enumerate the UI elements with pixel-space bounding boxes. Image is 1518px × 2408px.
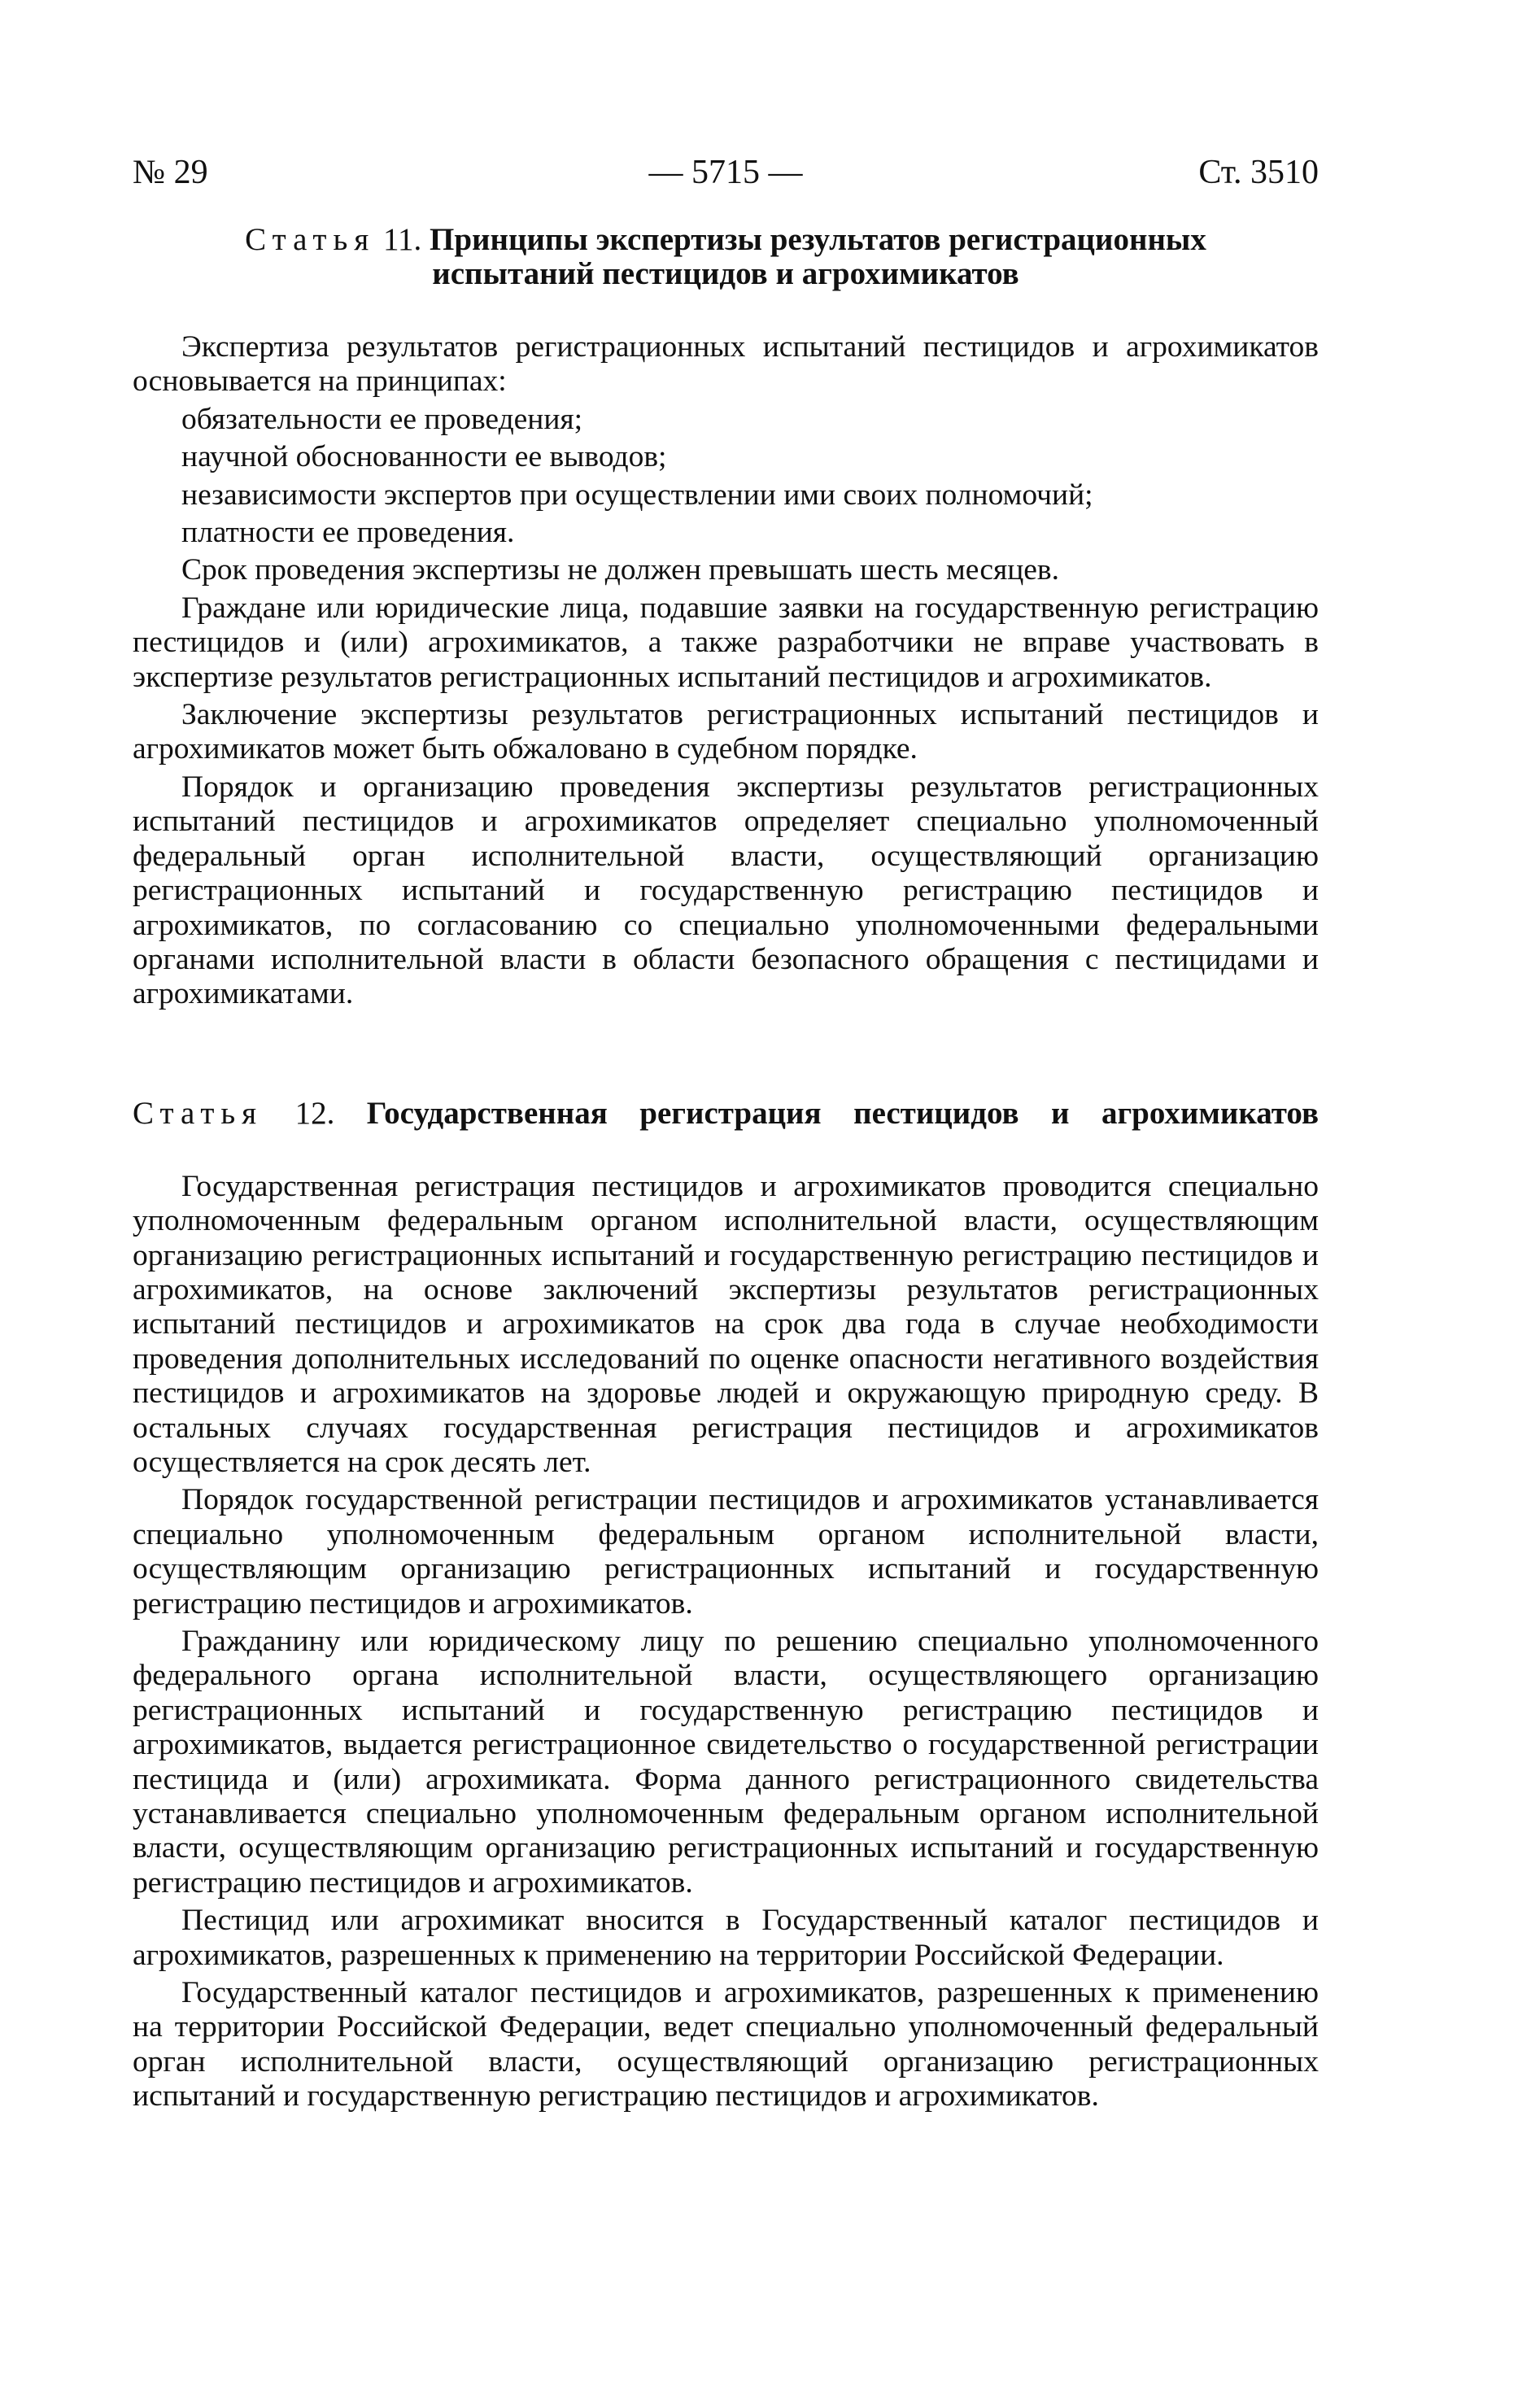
article-12-title-text: Государственная регистрация пестицидов и агрохимикатов [366, 1095, 1319, 1131]
page-number: — 5715 — [648, 154, 803, 191]
article-11-label: Статья [245, 222, 376, 257]
principle-item: независимости экспертов при осуществлении ими своих полномочий; [181, 478, 1093, 512]
principle-item: научной обоснованности ее выводов; [181, 440, 667, 474]
article-11-body [133, 330, 1319, 1012]
document-page [133, 146, 1319, 2118]
article-11-title [133, 223, 1319, 291]
article-11-intro: Экспертиза результатов регистрационных испытаний пестицидов и агрохимикатов основывается на принципах: [133, 330, 1319, 399]
principle-item: обязательности ее проведения; [181, 402, 583, 436]
article-12-paragraph-4: Пестицид или агрохимикат вносится в Государственный каталог пестицидов и агрохимикатов, разрешенных к применению на территории Российской Федерации. [133, 1904, 1319, 1972]
article-11-title-line2: испытаний пестицидов и агрохимикатов [432, 256, 1019, 291]
article-12-paragraph-3: Гражданину или юридическому лицу по решению специально уполномоченного федерального органа исполнительной власти, осуществляющего организацию регистрационных испытаний и государственную регистрацию пестицидов и агрохимикатов, выдается регистрационное свидетельство о государственной регистрации пестицида и (или) агрохимиката. Форма данного регистрационного свидетельства устанавливается специально уполномоченным федеральным органом исполнительной власти, осуществляющим организацию регистрационных испытаний и государственную регистрацию пестицидов и агрохимикатов. [133, 1625, 1319, 1900]
article-11-procedure-paragraph: Порядок и организацию проведения экспертизы результатов регистрационных испытаний пестицидов и агрохимикатов определяет специально уполномоченный федеральный орган исполнительной власти, осуществляющий организацию регистрационных испытаний и государственную регистрацию пестицидов и агрохимикатов, по согласованию со специально уполномоченными федеральными органами исполнительной власти в области безопасного обращения с пестицидами и агрохимикатами. [133, 770, 1319, 1011]
article-12-paragraph-2: Порядок государственной регистрации пестицидов и агрохимикатов устанавливается специально уполномоченным федеральным органом исполнительной власти, осуществляющим организацию регистрационных испытаний и государственную регистрацию пестицидов и агрохимикатов. [133, 1483, 1319, 1621]
article-12-body [133, 1170, 1319, 2114]
page-header [133, 146, 1319, 198]
article-11-title-line1: Принципы экспертизы результатов регистрационных [430, 222, 1206, 257]
article-12-paragraph-1: Государственная регистрация пестицидов и агрохимикатов проводится специально уполномоченным федеральным органом исполнительной власти, осуществляющим организацию регистрационных испытаний и государственную регистрацию пестицидов и агрохимикатов, на основе заключений экспертизы результатов регистрационных испытаний пестицидов и агрохимикатов на срок два года в случае необходимости проведения дополнительных исследований по оценке опасности негативного воздействия пестицидов и агрохимикатов на здоровье людей и окружающую природную среду. В остальных случаях государственная регистрация пестицидов и агрохимикатов осуществляется на срок десять лет. [133, 1169, 1319, 1479]
article-11-number: 11. [382, 222, 422, 257]
principle-item: платности ее проведения. [181, 516, 515, 550]
article-11-term-paragraph: Срок проведения экспертизы не должен превышать шесть месяцев. [181, 553, 1060, 587]
article-12-label: Статья [133, 1095, 264, 1131]
article-12-paragraph-5: Государственный каталог пестицидов и агрохимикатов, разрешенных к применению на территории Российской Федерации, ведет специально уполномоченный федеральный орган исполнительной власти, осуществляющий организацию регистрационных испытаний и государственную регистрацию пестицидов и агрохимикатов. [133, 1976, 1319, 2114]
article-reference: Ст. 3510 [1198, 154, 1319, 191]
article-12-number: 12. [294, 1095, 335, 1131]
article-11-participation-paragraph: Граждане или юридические лица, подавшие заявки на государственную регистрацию пестицидов и (или) агрохимикатов, а также разработчики не вправе участвовать в экспертизе результатов регистрационных испытаний пестицидов и агрохимикатов. [133, 591, 1319, 694]
article-12-title [133, 1097, 1319, 1131]
issue-number: № 29 [133, 154, 208, 191]
article-11-appeal-paragraph: Заключение экспертизы результатов регистрационных испытаний пестицидов и агрохимикатов может быть обжаловано в судебном порядке. [133, 698, 1319, 766]
